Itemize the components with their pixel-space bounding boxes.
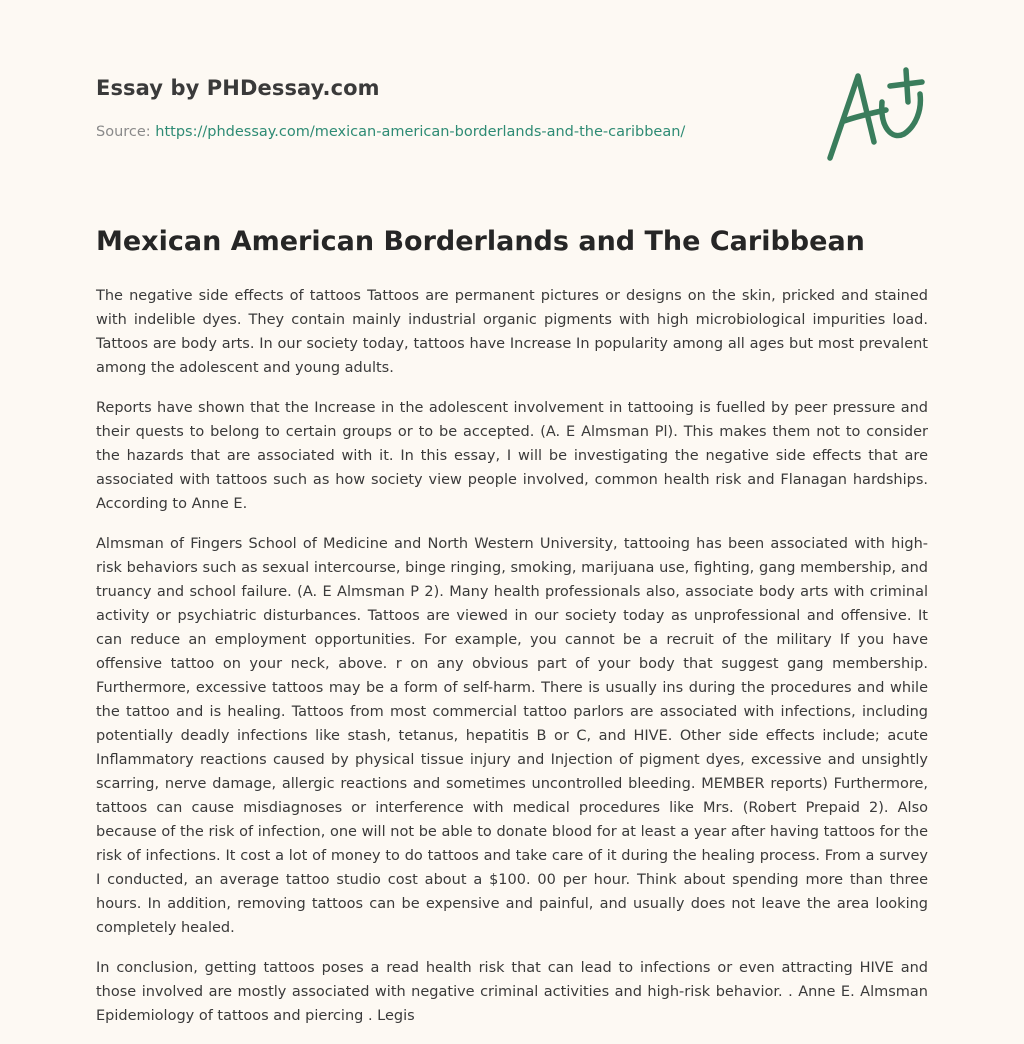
a-plus-logo-icon [822, 66, 932, 166]
source-link[interactable]: https://phdessay.com/mexican-american-borderlands-and-the-caribbean/ [155, 124, 686, 140]
source-label: Source: [96, 124, 151, 140]
brand-name: Essay by PHDessay.com [96, 76, 380, 100]
essay-title: Mexican American Borderlands and The Caribbean [96, 226, 865, 257]
paragraph: The negative side effects of tattoos Tattoos are permanent pictures or designs on the skin, pricked and stained with indelible dyes. They contain mainly industrial organic pigments with high microbiological impurities load. Tattoos are body arts. In our society today, tattoos have Increase In popularity among all ages but most prevalent among the adolescent and young adults. [96, 288, 928, 376]
essay-body [96, 284, 928, 1044]
paragraph: In conclusion, getting tattoos poses a read health risk that can lead to infections or even attracting HIVE and those involved are mostly associated with negative criminal activities and high-risk behavior. . Anne E. Almsman Epidemiology of tattoos and piercing . Legis [96, 960, 928, 1024]
source-line [96, 124, 685, 140]
paragraph: Almsman of Fingers School of Medicine and North Western University, tattooing has been associated with high-risk behaviors such as sexual intercourse, binge ringing, smoking, marijuana use, fighting, gang membership, and truancy and school failure. (A. E Almsman P 2). Many health professionals also, associate body arts with criminal activity or psychiatric disturbances. Tattoos are viewed in our society today as unprofessional and offensive. It can reduce an employment opportunities. For example, you cannot be a recruit of the military If you have offensive tattoo on your neck, above. r on any obvious part of your body that suggest gang membership. Furthermore, excessive tattoos may be a form of self-harm. There is usually ins during the procedures and while the tattoo and is healing. Tattoos from most commercial tattoo parlors are associated with infections, including potentially deadly infections like stash, tetanus, hepatitis B or C, and HIVE. Other side effects include; acute Inflammatory reactions caused by physical tissue injury and Injection of pigment dyes, excessive and unsightly scarring, nerve damage, allergic reactions and sometimes uncontrolled bleeding. MEMBER reports) Furthermore, tattoos can cause misdiagnoses or interference with medical procedures like Mrs. (Robert Prepaid 2). Also because of the risk of infection, one will not be able to donate blood for at least a year after having tattoos for the risk of infections. It cost a lot of money to do tattoos and take care of it during the healing process. From a survey I conducted, an average tattoo studio cost about a $100. 00 per hour. Think about spending more than three hours. In addition, removing tattoos can be expensive and painful, and usually does not leave the area looking completely healed. [96, 536, 928, 936]
paragraph: Reports have shown that the Increase in the adolescent involvement in tattooing is fuelled by peer pressure and their quests to belong to certain groups or to be accepted. (A. E Almsman Pl). This makes them not to consider the hazards that are associated with it. In this essay, I will be investigating the negative side effects that are associated with tattoos such as how society view people involved, common health risk and Flanagan hardships. According to Anne E. [96, 400, 928, 512]
